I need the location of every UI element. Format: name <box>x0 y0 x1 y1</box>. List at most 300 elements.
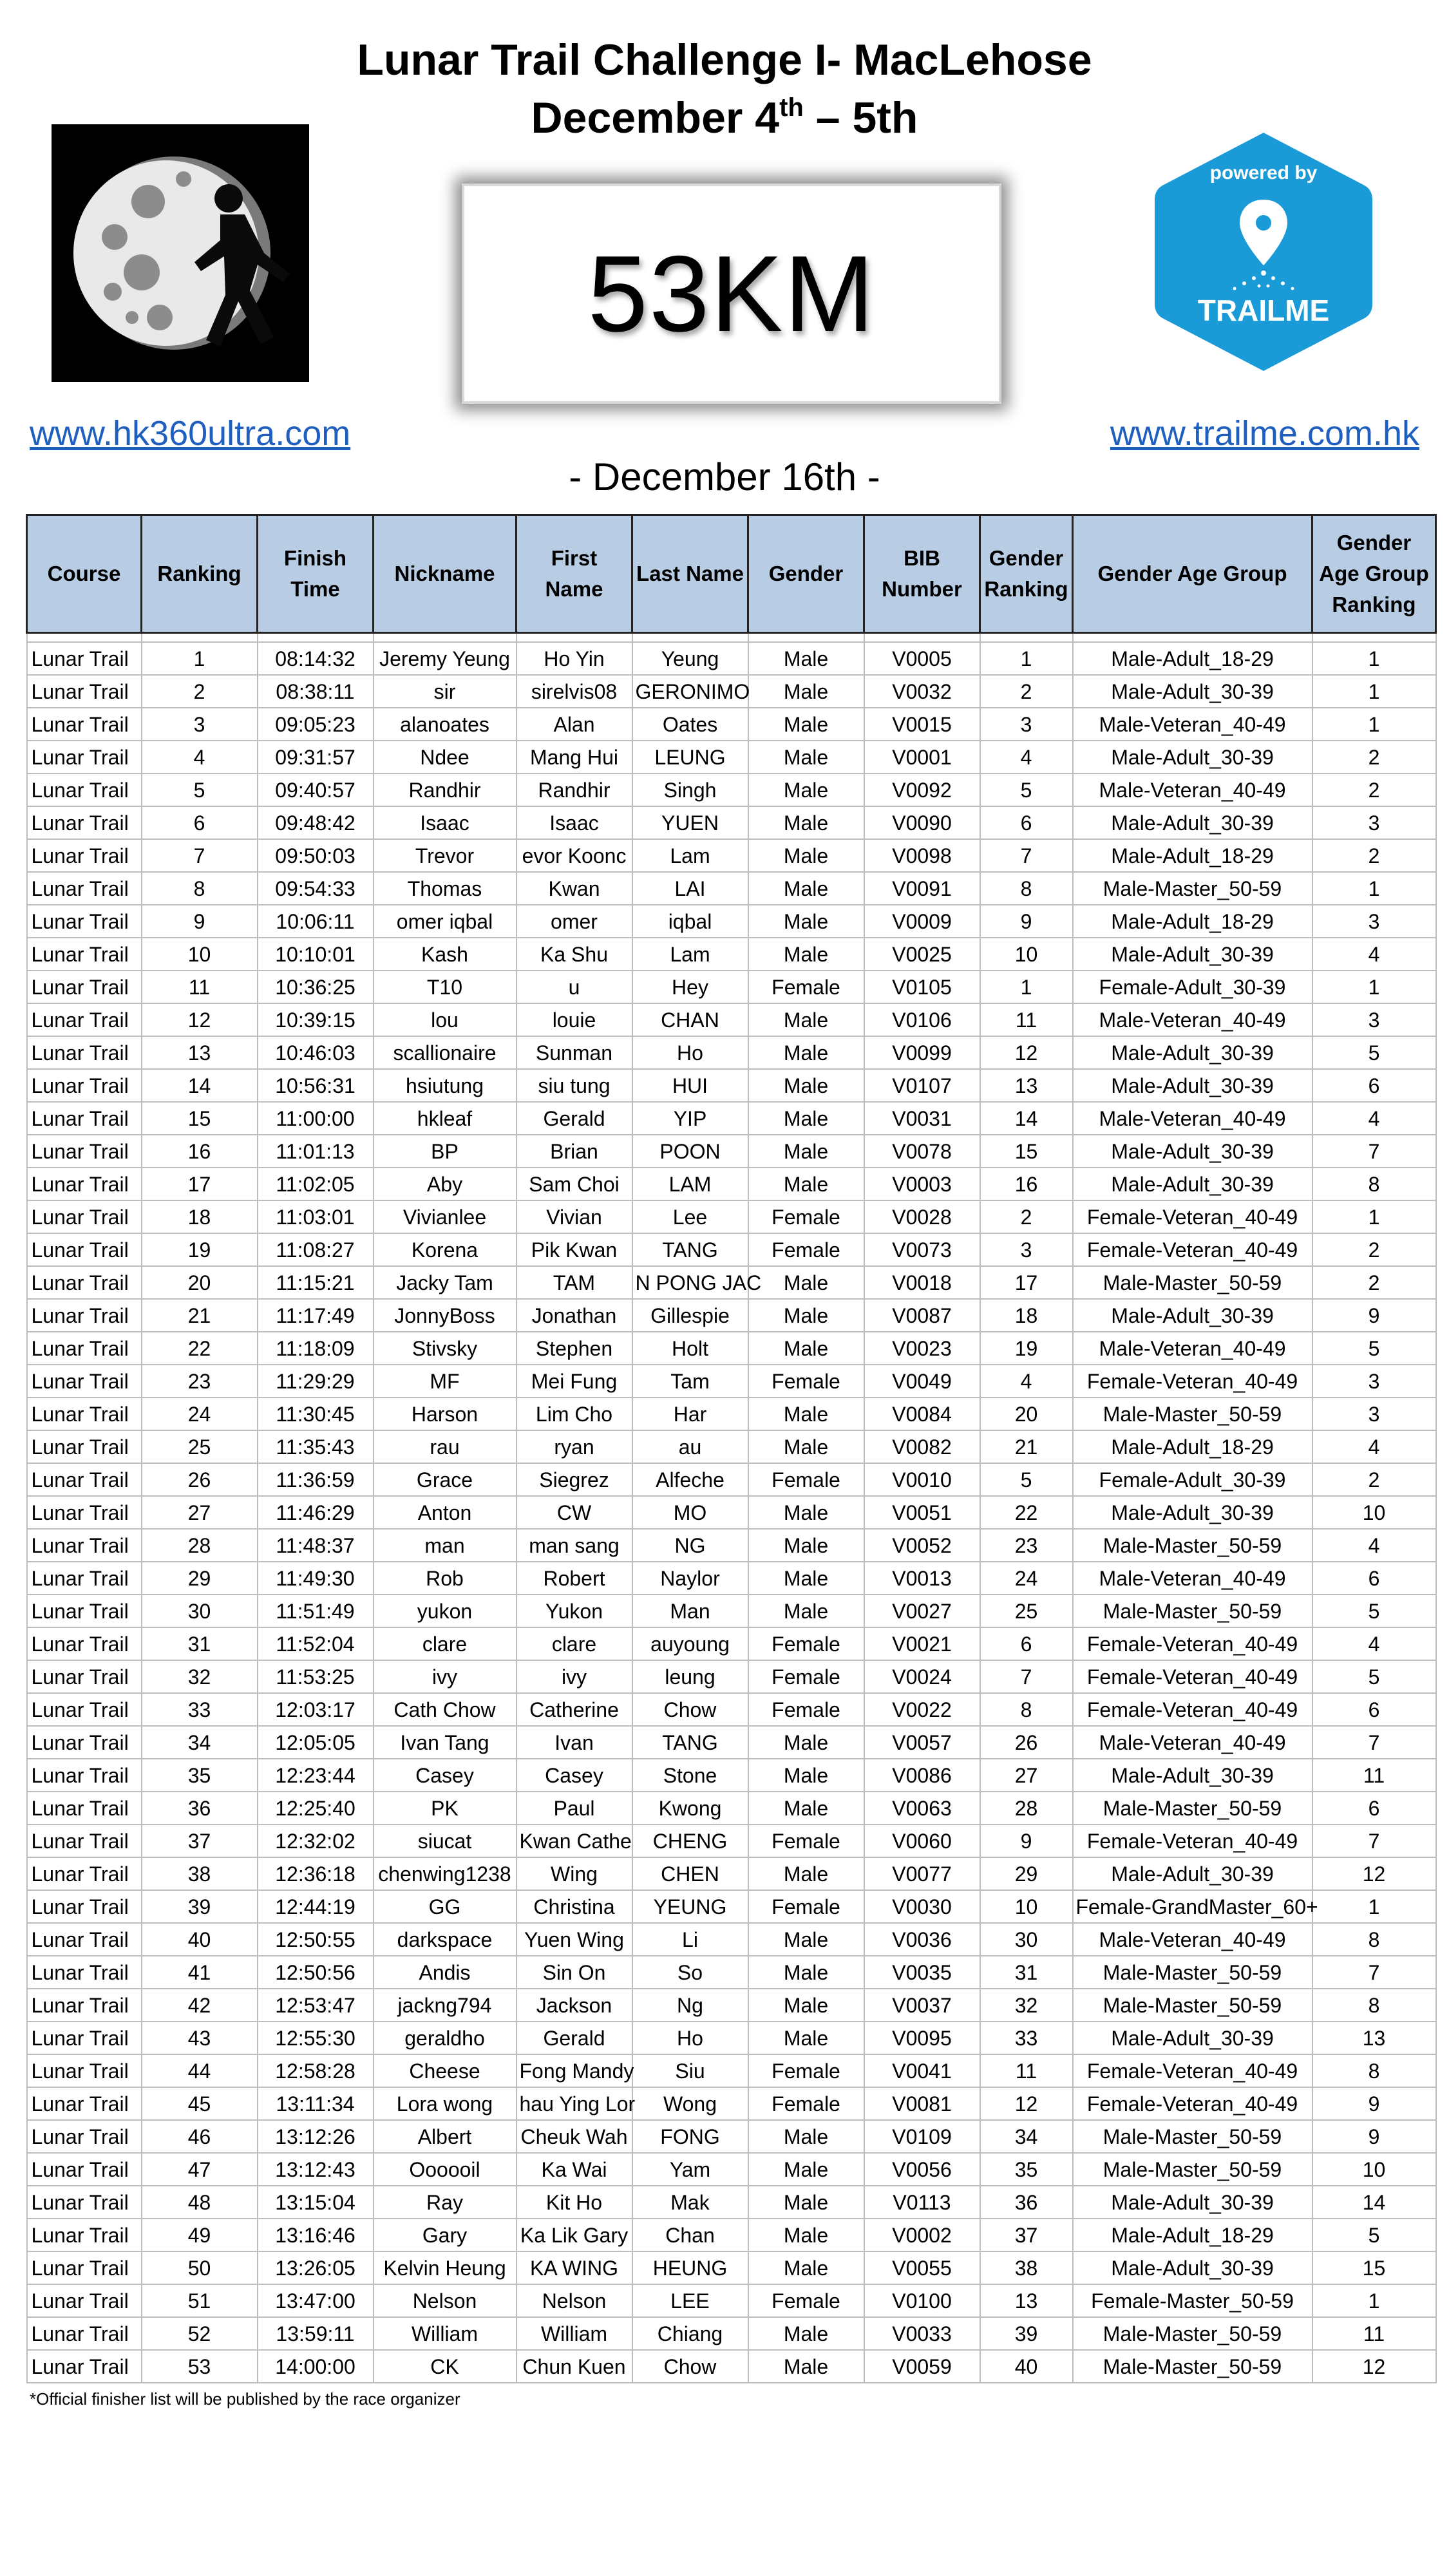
distance-label: 53KM <box>587 233 876 354</box>
first-name-cell: Vivian <box>516 1200 632 1233</box>
trailme-powered-text: powered by <box>1209 162 1318 184</box>
gender-age-group-cell: Male-Master_50-59 <box>1073 872 1312 905</box>
finish-time-cell: 11:48:37 <box>258 1529 374 1562</box>
gender-age-group-ranking-cell: 7 <box>1312 1726 1436 1759</box>
table-row <box>27 1135 1436 1168</box>
first-name-cell: Ka Shu <box>516 938 632 971</box>
last-name-cell: Chan <box>632 2219 748 2251</box>
gender-age-group-ranking-cell: 2 <box>1312 1266 1436 1299</box>
bib-number-cell: V0073 <box>864 1233 980 1266</box>
nickname-cell: Gary <box>374 2219 516 2251</box>
gender-ranking-cell: 10 <box>980 938 1073 971</box>
finish-time-cell: 13:12:26 <box>258 2120 374 2153</box>
table-row <box>27 1562 1436 1595</box>
gender-cell: Male <box>748 905 864 938</box>
first-name-cell: Stephen <box>516 1332 632 1365</box>
bib-number-cell: V0033 <box>864 2317 980 2350</box>
last-name-cell: Lee <box>632 1200 748 1233</box>
gender-cell: Male <box>748 1923 864 1956</box>
nickname-cell: Rob <box>374 1562 516 1595</box>
gender-age-group-ranking-cell: 2 <box>1312 1233 1436 1266</box>
ranking-cell: 7 <box>142 839 258 872</box>
course-cell: Lunar Trail <box>27 971 142 1003</box>
finish-time-cell: 08:14:32 <box>258 642 374 675</box>
ranking-cell: 10 <box>142 938 258 971</box>
nickname-cell: yukon <box>374 1595 516 1627</box>
nickname-cell: PK <box>374 1792 516 1824</box>
nickname-cell: Stivsky <box>374 1332 516 1365</box>
finish-time-cell: 08:38:11 <box>258 675 374 708</box>
gender-ranking-cell: 31 <box>980 1956 1073 1989</box>
finish-time-cell: 11:08:27 <box>258 1233 374 1266</box>
gender-cell: Male <box>748 2153 864 2186</box>
course-cell: Lunar Trail <box>27 2087 142 2120</box>
finish-time-cell: 11:18:09 <box>258 1332 374 1365</box>
course-cell: Lunar Trail <box>27 1168 142 1200</box>
gender-cell: Female <box>748 971 864 1003</box>
gender-ranking-cell: 2 <box>980 675 1073 708</box>
first-name-cell: Isaac <box>516 806 632 839</box>
ranking-cell: 2 <box>142 675 258 708</box>
column-header: Finish Time <box>258 515 374 633</box>
nickname-cell: Lora wong <box>374 2087 516 2120</box>
gender-ranking-cell: 10 <box>980 1890 1073 1923</box>
gender-age-group-ranking-cell: 3 <box>1312 806 1436 839</box>
course-cell: Lunar Trail <box>27 741 142 773</box>
gender-ranking-cell: 4 <box>980 741 1073 773</box>
last-name-cell: YUEN <box>632 806 748 839</box>
gender-age-group-cell: Female-Veteran_40-49 <box>1073 2054 1312 2087</box>
gender-age-group-cell: Female-Veteran_40-49 <box>1073 1660 1312 1693</box>
event-dates-end: – 5th <box>803 93 918 142</box>
last-name-cell: Oates <box>632 708 748 741</box>
last-name-cell: YEUNG <box>632 1890 748 1923</box>
bib-number-cell: V0077 <box>864 1857 980 1890</box>
bib-number-cell: V0028 <box>864 1200 980 1233</box>
gender-cell: Female <box>748 1463 864 1496</box>
gender-age-group-ranking-cell: 3 <box>1312 1003 1436 1036</box>
first-name-cell: omer <box>516 905 632 938</box>
gender-ranking-cell: 17 <box>980 1266 1073 1299</box>
first-name-cell: Nelson <box>516 2284 632 2317</box>
table-row <box>27 2153 1436 2186</box>
bib-number-cell: V0056 <box>864 2153 980 2186</box>
course-cell: Lunar Trail <box>27 1463 142 1496</box>
bib-number-cell: V0051 <box>864 1496 980 1529</box>
trailme-link[interactable]: www.trailme.com.hk <box>1110 414 1419 453</box>
gender-cell: Male <box>748 1595 864 1627</box>
bib-number-cell: V0041 <box>864 2054 980 2087</box>
gender-cell: Female <box>748 1660 864 1693</box>
finish-time-cell: 12:50:55 <box>258 1923 374 1956</box>
last-name-cell: Wong <box>632 2087 748 2120</box>
first-name-cell: Cheuk Wah <box>516 2120 632 2153</box>
ranking-cell: 18 <box>142 1200 258 1233</box>
moon-runner-logo <box>52 124 309 382</box>
gender-age-group-ranking-cell: 1 <box>1312 872 1436 905</box>
course-cell: Lunar Trail <box>27 1890 142 1923</box>
nickname-cell: Kash <box>374 938 516 971</box>
first-name-cell: Alan <box>516 708 632 741</box>
bib-number-cell: V0036 <box>864 1923 980 1956</box>
nickname-cell: alanoates <box>374 708 516 741</box>
nickname-cell: Thomas <box>374 872 516 905</box>
last-name-cell: FONG <box>632 2120 748 2153</box>
nickname-cell: Aby <box>374 1168 516 1200</box>
last-name-cell: Alfeche <box>632 1463 748 1496</box>
gender-age-group-cell: Male-Master_50-59 <box>1073 1989 1312 2022</box>
ranking-cell: 28 <box>142 1529 258 1562</box>
table-row <box>27 1890 1436 1923</box>
table-row <box>27 1726 1436 1759</box>
first-name-cell: u <box>516 971 632 1003</box>
gender-age-group-cell: Male-Veteran_40-49 <box>1073 1332 1312 1365</box>
ranking-cell: 12 <box>142 1003 258 1036</box>
ranking-cell: 20 <box>142 1266 258 1299</box>
gender-age-group-cell: Male-Adult_30-39 <box>1073 2251 1312 2284</box>
course-cell: Lunar Trail <box>27 1496 142 1529</box>
bib-number-cell: V0100 <box>864 2284 980 2317</box>
gender-cell: Male <box>748 1397 864 1430</box>
ranking-cell: 21 <box>142 1299 258 1332</box>
column-header: Gender <box>748 515 864 633</box>
gender-age-group-cell: Male-Master_50-59 <box>1073 1956 1312 1989</box>
bib-number-cell: V0059 <box>864 2350 980 2383</box>
gender-age-group-cell: Female-GrandMaster_60+ <box>1073 1890 1312 1923</box>
ranking-cell: 8 <box>142 872 258 905</box>
gender-age-group-cell: Male-Adult_30-39 <box>1073 1299 1312 1332</box>
gender-ranking-cell: 24 <box>980 1562 1073 1595</box>
course-cell: Lunar Trail <box>27 2153 142 2186</box>
bib-number-cell: V0005 <box>864 642 980 675</box>
table-row <box>27 2054 1436 2087</box>
nickname-cell: BP <box>374 1135 516 1168</box>
gender-age-group-cell: Female-Master_50-59 <box>1073 2284 1312 2317</box>
finish-time-cell: 11:49:30 <box>258 1562 374 1595</box>
first-name-cell: louie <box>516 1003 632 1036</box>
gender-ranking-cell: 7 <box>980 1660 1073 1693</box>
nickname-cell: chenwing1238 <box>374 1857 516 1890</box>
last-name-cell: Mak <box>632 2186 748 2219</box>
nickname-cell: JonnyBoss <box>374 1299 516 1332</box>
last-name-cell: leung <box>632 1660 748 1693</box>
ranking-cell: 19 <box>142 1233 258 1266</box>
course-cell: Lunar Trail <box>27 2054 142 2087</box>
nickname-cell: Trevor <box>374 839 516 872</box>
gender-age-group-ranking-cell: 8 <box>1312 1168 1436 1200</box>
table-header-row <box>27 515 1436 633</box>
nickname-cell: geraldho <box>374 2022 516 2054</box>
bib-number-cell: V0078 <box>864 1135 980 1168</box>
gender-ranking-cell: 28 <box>980 1792 1073 1824</box>
ranking-cell: 35 <box>142 1759 258 1792</box>
gender-cell: Male <box>748 1857 864 1890</box>
gender-ranking-cell: 13 <box>980 2284 1073 2317</box>
course-cell: Lunar Trail <box>27 1266 142 1299</box>
gender-ranking-cell: 32 <box>980 1989 1073 2022</box>
finish-time-cell: 12:36:18 <box>258 1857 374 1890</box>
nickname-cell: CK <box>374 2350 516 2383</box>
distance-box <box>462 184 1001 404</box>
table-row <box>27 1857 1436 1890</box>
last-name-cell: Lam <box>632 839 748 872</box>
table-row <box>27 1200 1436 1233</box>
nickname-cell: man <box>374 1529 516 1562</box>
gender-cell: Male <box>748 1135 864 1168</box>
gender-ranking-cell: 6 <box>980 1627 1073 1660</box>
finish-time-cell: 11:30:45 <box>258 1397 374 1430</box>
gender-age-group-cell: Male-Veteran_40-49 <box>1073 1562 1312 1595</box>
table-row <box>27 708 1436 741</box>
results-table <box>26 514 1437 2383</box>
last-name-cell: Ng <box>632 1989 748 2022</box>
course-cell: Lunar Trail <box>27 1726 142 1759</box>
table-row <box>27 1627 1436 1660</box>
gender-cell: Male <box>748 938 864 971</box>
last-name-cell: au <box>632 1430 748 1463</box>
bib-number-cell: V0105 <box>864 971 980 1003</box>
bib-number-cell: V0001 <box>864 741 980 773</box>
table-row <box>27 971 1436 1003</box>
table-row <box>27 1332 1436 1365</box>
nickname-cell: Jeremy Yeung <box>374 642 516 675</box>
first-name-cell: Gerald <box>516 1102 632 1135</box>
first-name-cell: Siegrez <box>516 1463 632 1496</box>
course-cell: Lunar Trail <box>27 1660 142 1693</box>
table-row <box>27 1693 1436 1726</box>
bib-number-cell: V0002 <box>864 2219 980 2251</box>
gender-age-group-ranking-cell: 10 <box>1312 1496 1436 1529</box>
ranking-cell: 49 <box>142 2219 258 2251</box>
finish-time-cell: 09:54:33 <box>258 872 374 905</box>
gender-ranking-cell: 2 <box>980 1200 1073 1233</box>
gender-age-group-ranking-cell: 1 <box>1312 2284 1436 2317</box>
gender-cell: Male <box>748 773 864 806</box>
column-header: Ranking <box>142 515 258 633</box>
gender-ranking-cell: 6 <box>980 806 1073 839</box>
gender-ranking-cell: 11 <box>980 1003 1073 1036</box>
nickname-cell: Grace <box>374 1463 516 1496</box>
table-row <box>27 1824 1436 1857</box>
nickname-cell: Anton <box>374 1496 516 1529</box>
ranking-cell: 14 <box>142 1069 258 1102</box>
gender-age-group-ranking-cell: 1 <box>1312 642 1436 675</box>
table-row <box>27 2022 1436 2054</box>
table-row <box>27 905 1436 938</box>
last-name-cell: N PONG JAC <box>632 1266 748 1299</box>
course-cell: Lunar Trail <box>27 1332 142 1365</box>
bib-number-cell: V0013 <box>864 1562 980 1595</box>
gender-cell: Female <box>748 2087 864 2120</box>
table-row <box>27 741 1436 773</box>
hk360ultra-link[interactable]: www.hk360ultra.com <box>30 414 351 453</box>
gender-age-group-cell: Female-Veteran_40-49 <box>1073 1233 1312 1266</box>
gender-ranking-cell: 29 <box>980 1857 1073 1890</box>
nickname-cell: hsiutung <box>374 1069 516 1102</box>
gender-age-group-cell: Male-Veteran_40-49 <box>1073 1003 1312 1036</box>
last-name-cell: auyoung <box>632 1627 748 1660</box>
finish-time-cell: 11:15:21 <box>258 1266 374 1299</box>
gender-age-group-ranking-cell: 8 <box>1312 2054 1436 2087</box>
nickname-cell: Kelvin Heung <box>374 2251 516 2284</box>
last-name-cell: Yam <box>632 2153 748 2186</box>
nickname-cell: MF <box>374 1365 516 1397</box>
gender-cell: Male <box>748 1069 864 1102</box>
gender-cell: Male <box>748 1562 864 1595</box>
bib-number-cell: V0031 <box>864 1102 980 1135</box>
gender-age-group-cell: Male-Master_50-59 <box>1073 2153 1312 2186</box>
last-name-cell: Har <box>632 1397 748 1430</box>
last-name-cell: Gillespie <box>632 1299 748 1332</box>
last-name-cell: Holt <box>632 1332 748 1365</box>
course-cell: Lunar Trail <box>27 839 142 872</box>
gender-cell: Female <box>748 1693 864 1726</box>
first-name-cell: Wing <box>516 1857 632 1890</box>
last-name-cell: Li <box>632 1923 748 1956</box>
gender-cell: Male <box>748 1102 864 1135</box>
course-cell: Lunar Trail <box>27 1956 142 1989</box>
last-name-cell: HUI <box>632 1069 748 1102</box>
bib-number-cell: V0049 <box>864 1365 980 1397</box>
gender-age-group-cell: Female-Veteran_40-49 <box>1073 1365 1312 1397</box>
gender-age-group-ranking-cell: 4 <box>1312 1529 1436 1562</box>
last-name-cell: Hey <box>632 971 748 1003</box>
first-name-cell: sirelvis08 <box>516 675 632 708</box>
gender-age-group-ranking-cell: 1 <box>1312 708 1436 741</box>
bib-number-cell: V0060 <box>864 1824 980 1857</box>
finish-time-cell: 12:44:19 <box>258 1890 374 1923</box>
course-cell: Lunar Trail <box>27 2186 142 2219</box>
ranking-cell: 44 <box>142 2054 258 2087</box>
ranking-cell: 41 <box>142 1956 258 1989</box>
table-row <box>27 1069 1436 1102</box>
gender-ranking-cell: 12 <box>980 2087 1073 2120</box>
first-name-cell: Brian <box>516 1135 632 1168</box>
nickname-cell: ivy <box>374 1660 516 1693</box>
gender-age-group-ranking-cell: 7 <box>1312 1824 1436 1857</box>
trailme-name-text: TRAILME <box>1197 294 1330 327</box>
table-row <box>27 1989 1436 2022</box>
finish-time-cell: 12:25:40 <box>258 1792 374 1824</box>
gender-ranking-cell: 5 <box>980 1463 1073 1496</box>
first-name-cell: Christina <box>516 1890 632 1923</box>
table-row <box>27 1529 1436 1562</box>
gender-age-group-cell: Male-Adult_30-39 <box>1073 806 1312 839</box>
nickname-cell: Korena <box>374 1233 516 1266</box>
gender-cell: Male <box>748 2251 864 2284</box>
ranking-cell: 11 <box>142 971 258 1003</box>
course-cell: Lunar Trail <box>27 1233 142 1266</box>
gender-age-group-cell: Male-Veteran_40-49 <box>1073 773 1312 806</box>
table-row <box>27 2251 1436 2284</box>
course-cell: Lunar Trail <box>27 642 142 675</box>
bib-number-cell: V0091 <box>864 872 980 905</box>
last-name-cell: HEUNG <box>632 2251 748 2284</box>
nickname-cell: Vivianlee <box>374 1200 516 1233</box>
gender-cell: Male <box>748 806 864 839</box>
finish-time-cell: 13:12:43 <box>258 2153 374 2186</box>
last-name-cell: Naylor <box>632 1562 748 1595</box>
gender-age-group-cell: Male-Adult_30-39 <box>1073 1168 1312 1200</box>
last-name-cell: TANG <box>632 1726 748 1759</box>
gender-ranking-cell: 33 <box>980 2022 1073 2054</box>
first-name-cell: KA WING <box>516 2251 632 2284</box>
gender-cell: Male <box>748 1529 864 1562</box>
gender-age-group-ranking-cell: 4 <box>1312 938 1436 971</box>
first-name-cell: ivy <box>516 1660 632 1693</box>
last-name-cell: LEE <box>632 2284 748 2317</box>
ranking-cell: 3 <box>142 708 258 741</box>
first-name-cell: siu tung <box>516 1069 632 1102</box>
first-name-cell: Gerald <box>516 2022 632 2054</box>
gender-ranking-cell: 40 <box>980 2350 1073 2383</box>
ranking-cell: 26 <box>142 1463 258 1496</box>
nickname-cell: Harson <box>374 1397 516 1430</box>
bib-number-cell: V0035 <box>864 1956 980 1989</box>
first-name-cell: Kwan <box>516 872 632 905</box>
finish-time-cell: 09:40:57 <box>258 773 374 806</box>
gender-age-group-ranking-cell: 3 <box>1312 1397 1436 1430</box>
nickname-cell: Oooooil <box>374 2153 516 2186</box>
bib-number-cell: V0086 <box>864 1759 980 1792</box>
ranking-cell: 23 <box>142 1365 258 1397</box>
gender-age-group-ranking-cell: 2 <box>1312 839 1436 872</box>
bib-number-cell: V0109 <box>864 2120 980 2153</box>
gender-age-group-cell: Male-Adult_30-39 <box>1073 675 1312 708</box>
column-header: BIB Number <box>864 515 980 633</box>
last-name-cell: Ho <box>632 1036 748 1069</box>
ranking-cell: 36 <box>142 1792 258 1824</box>
gender-ranking-cell: 8 <box>980 1693 1073 1726</box>
bib-number-cell: V0113 <box>864 2186 980 2219</box>
gender-ranking-cell: 12 <box>980 1036 1073 1069</box>
last-name-cell: Chiang <box>632 2317 748 2350</box>
course-cell: Lunar Trail <box>27 1430 142 1463</box>
first-name-cell: CW <box>516 1496 632 1529</box>
gender-age-group-ranking-cell: 11 <box>1312 2317 1436 2350</box>
gender-ranking-cell: 3 <box>980 1233 1073 1266</box>
first-name-cell: ryan <box>516 1430 632 1463</box>
table-row <box>27 1660 1436 1693</box>
bib-number-cell: V0090 <box>864 806 980 839</box>
gender-ranking-cell: 20 <box>980 1397 1073 1430</box>
last-name-cell: Lam <box>632 938 748 971</box>
gender-cell: Female <box>748 1200 864 1233</box>
gender-cell: Female <box>748 1824 864 1857</box>
nickname-cell: Nelson <box>374 2284 516 2317</box>
last-name-cell: Kwong <box>632 1792 748 1824</box>
first-name-cell: Mang Hui <box>516 741 632 773</box>
last-name-cell: NG <box>632 1529 748 1562</box>
course-cell: Lunar Trail <box>27 1759 142 1792</box>
first-name-cell: evor Koonc <box>516 839 632 872</box>
bib-number-cell: V0025 <box>864 938 980 971</box>
bib-number-cell: V0099 <box>864 1036 980 1069</box>
gender-ranking-cell: 22 <box>980 1496 1073 1529</box>
nickname-cell: Ray <box>374 2186 516 2219</box>
gender-age-group-ranking-cell: 4 <box>1312 1102 1436 1135</box>
gender-age-group-ranking-cell: 6 <box>1312 1792 1436 1824</box>
finish-time-cell: 09:50:03 <box>258 839 374 872</box>
nickname-cell: Jacky Tam <box>374 1266 516 1299</box>
gender-cell: Male <box>748 675 864 708</box>
moon-runner-icon <box>52 124 309 382</box>
gender-ranking-cell: 1 <box>980 642 1073 675</box>
nickname-cell: Cheese <box>374 2054 516 2087</box>
table-row <box>27 1036 1436 1069</box>
gender-age-group-ranking-cell: 5 <box>1312 2219 1436 2251</box>
finish-time-cell: 11:53:25 <box>258 1660 374 1693</box>
